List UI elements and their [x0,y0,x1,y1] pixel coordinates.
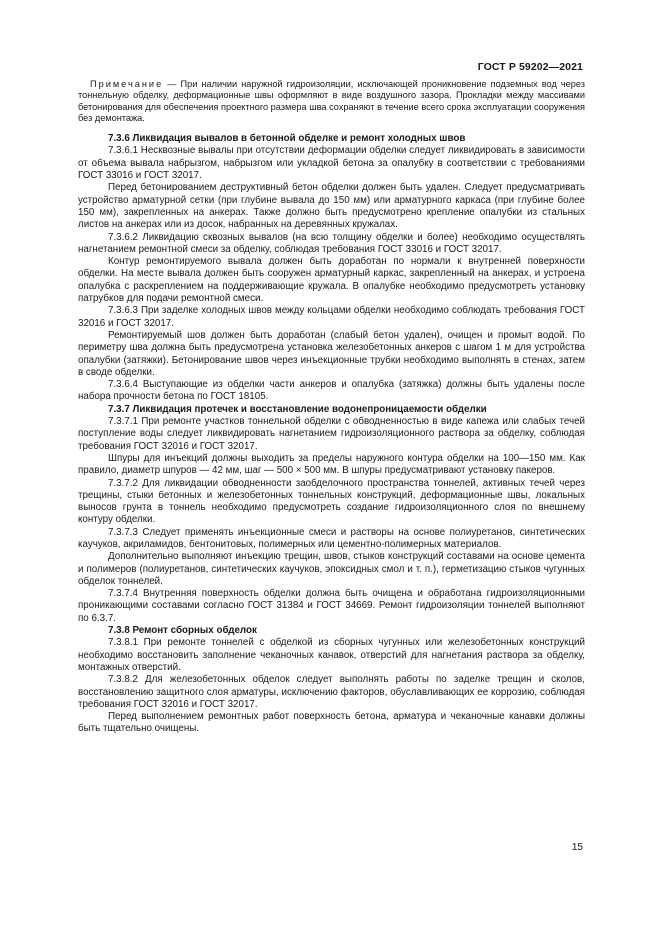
paragraph: Дополнительно выполняют инъекцию трещин, швов, стыков конструкций составами на основе цемента и полимеров (полиуретанов, синтетических каучуков, эпоксидных смол и т. п.), герметизацию стыков чугунных обделок тоннелей. [78,551,585,587]
page-content [78,79,585,736]
paragraph: 7.3.7.3 Следует применять инъекционные смеси и растворы на основе полиуретанов, синтетических каучуков, акриламидов, бентонитовых, полимерных или цементно-полимерных материалов. [78,526,585,550]
paragraph: Перед выполнением ремонтных работ поверхность бетона, арматура и чеканочные канавки должны быть тщательно очищены. [78,711,585,735]
paragraph: 7.3.6.3 При заделке холодных швов между кольцами обделки необходимо соблюдать требования ГОСТ 32016 и ГОСТ 32017. [78,305,585,329]
note-text: — При наличии наружной гидроизоляции, исключающей проникновение подземных вод через тоннельную обделку, деформационные швы оформляют в виде воздушного зазора. Прокладки между массивами бетонирования для обеспечения проектного размера шва сохраняют в течение всего срока эксплуатации сооружения без демонтажа. [78,79,585,123]
paragraph: 7.3.7.4 Внутренняя поверхность обделки должна быть очищена и обработана гидроизоляционными проникающими составами согласно ГОСТ 31384 и ГОСТ 34669. Ремонт гидроизоляции тоннелей выполняют по 6.3.7. [78,588,585,624]
paragraph: Перед бетонированием деструктивный бетон обделки должен быть удален. Следует предусматривать устройство арматурной сетки (при глубине вывала до 150 мм) или арматурного каркаса (при глубине более 150 мм), закрепленных на анкерах. Также должно быть предусмотрено крепление опалубки из стальных листов на анкерах или из досок, набранных на деревянных кружалах. [78,182,585,231]
paragraph: Контур ремонтируемого вывала должен быть доработан по нормали к внутренней поверхности обделки. На месте вывала должен быть сооружен арматурный каркас, закрепленный на анкерах, и устроена опалубка с раскреплением на поддерживающие кружала. В опалубке необходимо предусмотреть установку патрубков для подачи ремонтной смеси. [78,256,585,305]
paragraph: 7.3.7.2 Для ликвидации обводненности заобделочного пространства тоннелей, активных течей через трещины, стыки бетонных и железобетонных тоннельных конструкций, деформационные швы, локальных выносов грунта в тоннель необходимо предусмотреть создание гидроизоляционного слоя по внешнему контуру обделки. [78,477,585,526]
paragraph: 7.3.6.2 Ликвидацию сквозных вывалов (на всю толщину обделки и более) необходимо осуществлять нагнетанием ремонтной смеси за обделку, соблюдая требования ГОСТ 33016 и ГОСТ 32017. [78,231,585,255]
paragraph: Шпуры для инъекций должны выходить за пределы наружного контура обделки на 100—150 мм. Как правило, диаметр шпуров — 42 мм, шаг — 500 × 500 мм. В шпуры предусматривают установку пакеров. [78,452,585,477]
document-code: ГОСТ Р 59202—2021 [477,61,583,73]
section-heading-7-3-6: 7.3.6 Ликвидация вывалов в бетонной обделке и ремонт холодных швов [108,133,466,145]
section-heading-7-3-7: 7.3.7 Ликвидация протечек и восстановление водонепроницаемости обделки [108,403,487,415]
paragraph: 7.3.7.1 При ремонте участков тоннельной обделки с обводненностью в виде капежа или слабых течей поступление воды следует ликвидировать нагнетанием гидроизоляционного раствора за обделку, соблюдая требования ГОСТ 32016 и ГОСТ 32017. [78,416,585,452]
note-label: Примечание [90,79,164,89]
paragraph: 7.3.6.1 Несквозные вывалы при отсутствии деформации обделки следует ликвидировать в зависимости от объема вывала набрызгом, набрызгом или укладкой бетона за опалубку в соответствии с требованиями ГОСТ 33016 и ГОСТ 32017. [78,145,585,182]
paragraph: 7.3.8.2 Для железобетонных обделок следует выполнять работы по заделке трещин и сколов, восстановлению защитного слоя арматуры, исключению факторов, обуславливающих ее коррозию, соблюдая требования ГОСТ 32016 и ГОСТ 32017. [78,674,585,710]
paragraph: 7.3.6.4 Выступающие из обделки части анкеров и опалубка (затяжка) должны быть удалены после набора прочности бетона по ГОСТ 18105. [78,379,585,403]
note-paragraph [78,79,585,124]
paragraph: 7.3.8.1 При ремонте тоннелей с обделкой из сборных чугунных или железобетонных конструкций необходимо восстановить заполнение чеканочных канавок, отверстий для нагнетания раствора за обделку, монтажных отверстий. [78,637,585,673]
section-heading-7-3-8: 7.3.8 Ремонт сборных обделок [108,625,257,637]
page-number: 15 [571,842,583,853]
paragraph: Ремонтируемый шов должен быть доработан (слабый бетон удален), очищен и промыт водой. По периметру шва должна быть предусмотрена установка железобетонных анкеров с шагом 1 м для устройства опалубки (затяжки). Бетонирование швов через инъекционные трубки необходимо выполнять в стенах, затем в своде обделки. [78,329,585,378]
